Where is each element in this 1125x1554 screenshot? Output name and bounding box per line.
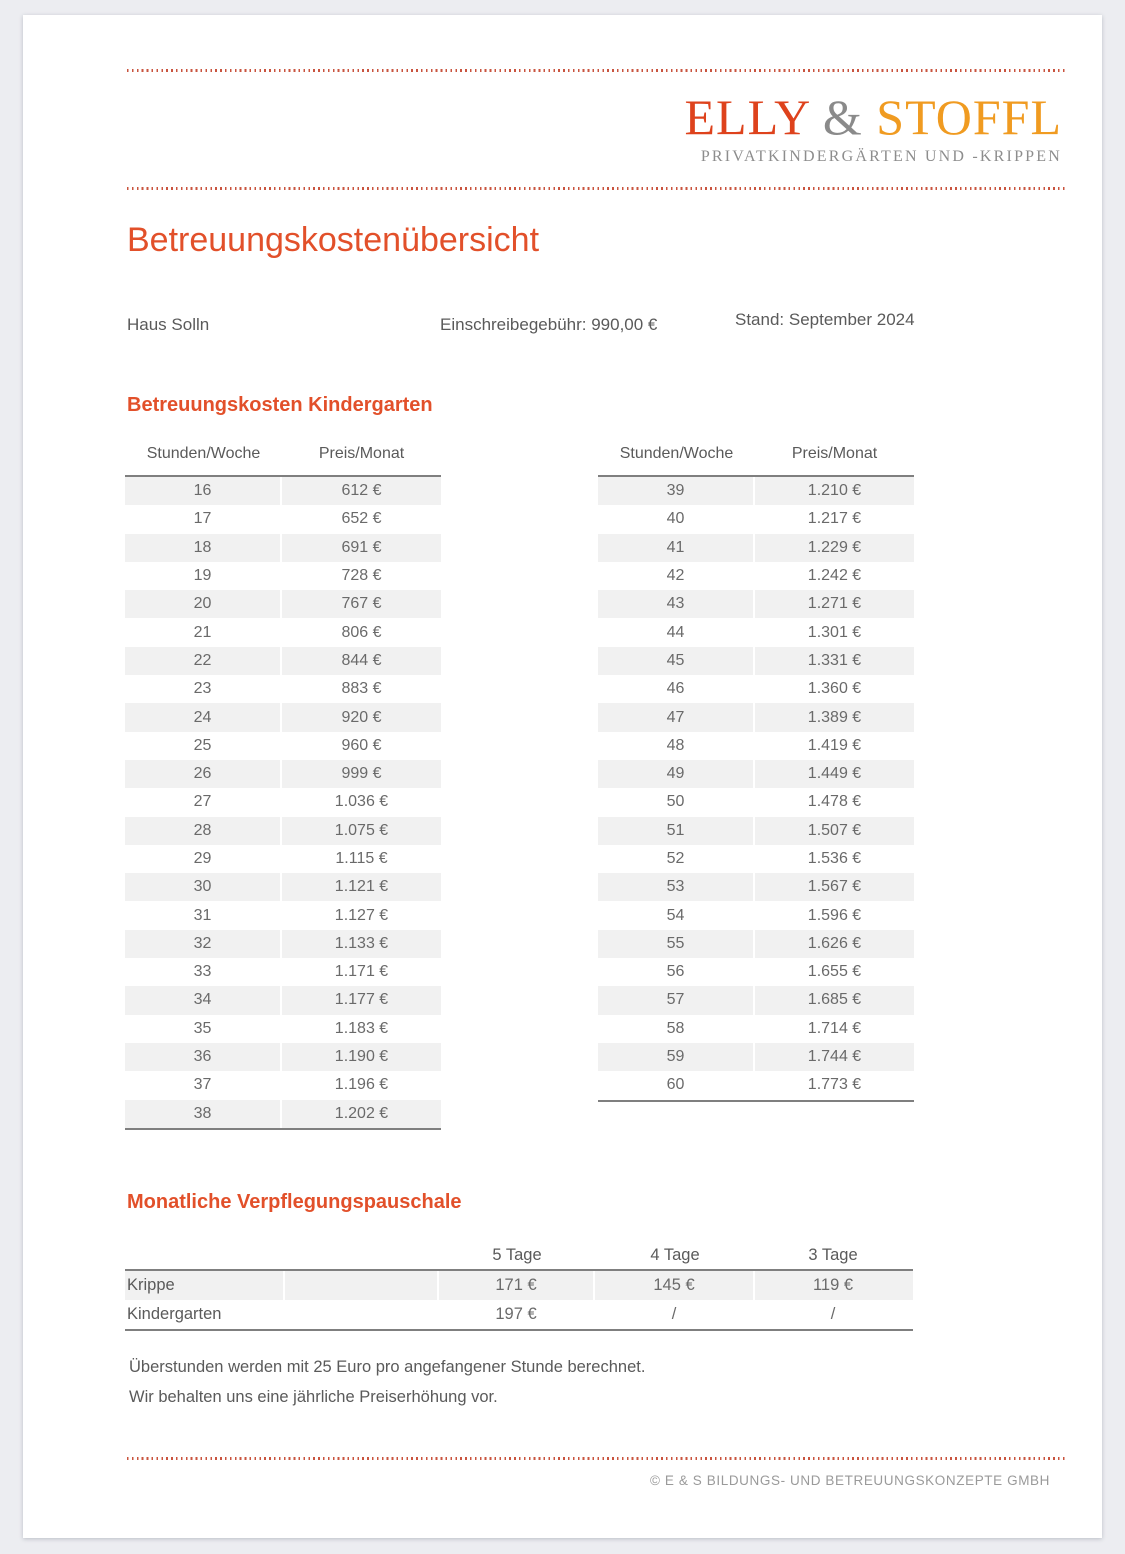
hours-cell: 37	[125, 1071, 282, 1099]
copyright-footer: © E & S BILDUNGS- UND BETREUUNGSKONZEPTE GMBH	[650, 1473, 1050, 1488]
price-table-row	[598, 958, 914, 986]
price-table-row	[598, 845, 914, 873]
price-cell: 999 €	[341, 765, 382, 783]
price-cell: 1.229 €	[807, 538, 862, 556]
price-cell: 1.626 €	[807, 934, 862, 952]
meal-value-5-days: 171 €	[439, 1271, 595, 1300]
price-cell: 1.744 €	[807, 1048, 862, 1066]
price-table-row	[598, 562, 914, 590]
hours-cell: 36	[125, 1043, 282, 1071]
hours-cell: 24	[125, 703, 282, 731]
price-cell: 1.655 €	[807, 963, 862, 981]
price-table-row	[598, 873, 914, 901]
hours-cell: 28	[125, 817, 282, 845]
price-cell: 728 €	[341, 567, 382, 585]
price-cell: 1.036 €	[334, 793, 389, 811]
price-cell: 1.449 €	[807, 765, 862, 783]
price-cell: 612 €	[341, 482, 382, 500]
hours-cell: 45	[598, 647, 755, 675]
hours-cell: 59	[598, 1043, 755, 1071]
hours-cell: 50	[598, 788, 755, 816]
price-table-right	[598, 443, 914, 1102]
hours-cell: 48	[598, 732, 755, 760]
hours-column-header: Stunden/Woche	[619, 445, 734, 462]
price-table-body	[598, 477, 914, 1100]
logo-part-elly: ELLY	[684, 89, 810, 145]
hours-cell: 31	[125, 901, 282, 929]
price-table-row	[598, 647, 914, 675]
meal-header-5-days: 5 Tage	[492, 1245, 542, 1264]
meal-value-3-days: /	[830, 1305, 836, 1323]
price-cell: 1.360 €	[807, 680, 862, 698]
meal-header-empty	[125, 1241, 285, 1269]
price-table-row	[598, 1015, 914, 1043]
price-cell: 1.133 €	[334, 934, 389, 952]
price-cell: 1.301 €	[807, 623, 862, 641]
price-cell: 1.115 €	[335, 850, 388, 867]
hours-cell: 26	[125, 760, 282, 788]
price-cell: 960 €	[341, 736, 382, 754]
price-table-row	[598, 477, 914, 505]
price-table-row	[598, 930, 914, 958]
price-cell: 1.271 €	[807, 595, 862, 613]
price-table-row	[125, 788, 441, 816]
price-cell: 1.127 €	[334, 906, 389, 924]
hours-cell: 35	[125, 1015, 282, 1043]
price-cell: 1.478 €	[807, 793, 862, 811]
hours-cell: 34	[125, 986, 282, 1014]
meal-table-row	[125, 1300, 913, 1329]
price-table-row	[125, 703, 441, 731]
hours-cell: 32	[125, 930, 282, 958]
meal-value-4-days: /	[595, 1300, 755, 1329]
hours-cell: 27	[125, 788, 282, 816]
price-table-row	[598, 703, 914, 731]
hours-cell: 19	[125, 562, 282, 590]
meal-table	[125, 1241, 913, 1331]
house-label: Haus Solln	[127, 315, 210, 334]
price-table-row	[598, 732, 914, 760]
hours-cell: 25	[125, 732, 282, 760]
price-table-row	[125, 986, 441, 1014]
hours-cell: 60	[598, 1071, 755, 1099]
price-cell: 652 €	[341, 510, 382, 528]
price-table-row	[125, 760, 441, 788]
price-cell: 1.714 €	[807, 1019, 862, 1037]
meal-header-4-days: 4 Tage	[650, 1245, 700, 1264]
hours-cell: 55	[598, 930, 755, 958]
meal-header-empty	[285, 1241, 439, 1269]
price-cell: 1.217 €	[807, 510, 862, 528]
hours-cell: 41	[598, 534, 755, 562]
company-logo	[685, 91, 1063, 165]
price-cell: 1.242 €	[807, 567, 862, 585]
price-cell: 1.596 €	[807, 906, 862, 924]
price-table-row	[125, 477, 441, 505]
kindergarten-costs-heading: Betreuungskosten Kindergarten	[127, 394, 433, 416]
price-table-header	[598, 443, 914, 477]
logo-wordmark	[685, 91, 1063, 143]
price-cell: 1.196 €	[334, 1076, 389, 1094]
status-date-label: Stand: September 2024	[735, 310, 915, 329]
price-table-header	[125, 443, 441, 477]
meal-row-spacer	[285, 1271, 439, 1300]
hours-cell: 21	[125, 618, 282, 646]
price-table-row	[598, 1043, 914, 1071]
price-table-row	[125, 930, 441, 958]
price-cell: 1.419 €	[807, 736, 862, 754]
hours-cell: 18	[125, 534, 282, 562]
price-cell: 767 €	[341, 595, 382, 613]
hours-cell: 43	[598, 590, 755, 618]
hours-cell: 51	[598, 817, 755, 845]
page-title: Betreuungskostenübersicht	[127, 221, 540, 259]
price-table-row	[598, 817, 914, 845]
price-table-row	[125, 817, 441, 845]
price-cell: 1.183 €	[334, 1019, 389, 1037]
price-table-row	[598, 505, 914, 533]
meal-row-label: Kindergarten	[125, 1300, 285, 1329]
price-cell: 844 €	[341, 651, 382, 669]
meal-value-5-days: 197 €	[439, 1300, 595, 1329]
price-cell: 1.121 €	[334, 878, 389, 896]
price-cell: 806 €	[341, 623, 382, 641]
price-table-row	[125, 901, 441, 929]
price-cell: 1.177 €	[334, 991, 389, 1009]
price-cell: 1.773 €	[807, 1076, 862, 1094]
price-table-row	[125, 958, 441, 986]
meal-table-body	[125, 1271, 913, 1329]
price-table-row	[125, 1100, 441, 1128]
price-table-row	[598, 534, 914, 562]
meal-row-spacer	[285, 1300, 439, 1329]
price-table-row	[125, 1043, 441, 1071]
price-table-row	[125, 1015, 441, 1043]
hours-cell: 17	[125, 505, 282, 533]
logo-part-stoffl: STOFFL	[876, 89, 1062, 145]
enrollment-fee-label: Einschreibegebühr: 990,00 €	[440, 315, 658, 334]
hours-cell: 47	[598, 703, 755, 731]
meal-allowance-heading: Monatliche Verpflegungspauschale	[127, 1191, 462, 1213]
hours-cell: 42	[598, 562, 755, 590]
price-table-row	[125, 505, 441, 533]
price-table-row	[125, 534, 441, 562]
hours-cell: 49	[598, 760, 755, 788]
meal-row-label: Krippe	[125, 1271, 285, 1300]
hours-cell: 57	[598, 986, 755, 1014]
meal-value-3-days: 119 €	[812, 1276, 854, 1294]
price-cell: 1.190 €	[334, 1048, 389, 1066]
price-cell: 883 €	[341, 680, 382, 698]
hours-cell: 53	[598, 873, 755, 901]
hours-cell: 39	[598, 477, 755, 505]
hours-cell: 29	[125, 845, 282, 873]
logo-tagline: PRIVATKINDERGÄRTEN UND -KRIPPEN	[700, 148, 1062, 165]
price-table-body	[125, 477, 441, 1128]
price-table-row	[598, 590, 914, 618]
price-table-row	[598, 618, 914, 646]
price-column-header: Preis/Monat	[791, 445, 878, 462]
hours-cell: 30	[125, 873, 282, 901]
price-cell: 1.389 €	[807, 708, 862, 726]
price-cell: 1.171 €	[334, 963, 389, 981]
meal-table-header	[125, 1241, 913, 1271]
hours-cell: 52	[598, 845, 755, 873]
price-cell: 1.567 €	[807, 878, 862, 896]
meal-table-row	[125, 1271, 913, 1300]
price-table-row	[125, 618, 441, 646]
hours-cell: 46	[598, 675, 755, 703]
document-page	[23, 15, 1102, 1538]
price-table-row	[598, 788, 914, 816]
price-table-row	[598, 1071, 914, 1099]
price-table-row	[125, 873, 441, 901]
dotted-divider-top	[127, 69, 1067, 72]
hours-cell: 16	[125, 477, 282, 505]
price-table-row	[598, 901, 914, 929]
price-table-row	[598, 760, 914, 788]
hours-cell: 22	[125, 647, 282, 675]
hours-cell: 33	[125, 958, 282, 986]
price-table-row	[125, 590, 441, 618]
price-table-left	[125, 443, 441, 1130]
price-table-row	[125, 732, 441, 760]
dotted-divider-footer	[127, 1457, 1067, 1460]
notes	[129, 1352, 645, 1412]
price-table-row	[598, 675, 914, 703]
price-table-row	[125, 845, 441, 873]
price-table-row	[125, 675, 441, 703]
price-cell: 1.210 €	[807, 482, 862, 500]
price-cell: 1.331 €	[807, 651, 862, 669]
hours-cell: 58	[598, 1015, 755, 1043]
price-cell: 1.202 €	[334, 1104, 389, 1122]
logo-ampersand: &	[822, 89, 863, 145]
price-cell: 1.075 €	[334, 821, 389, 839]
price-cell: 1.685 €	[807, 991, 862, 1009]
dotted-divider-header	[127, 187, 1067, 190]
hours-cell: 56	[598, 958, 755, 986]
meal-value-4-days: 145 €	[595, 1271, 755, 1300]
note-line: Überstunden werden mit 25 Euro pro angefangener Stunde berechnet.	[129, 1358, 646, 1376]
hours-cell: 20	[125, 590, 282, 618]
price-table-row	[125, 647, 441, 675]
hours-cell: 23	[125, 675, 282, 703]
price-table-row	[598, 986, 914, 1014]
price-cell: 1.536 €	[807, 850, 862, 867]
hours-cell: 44	[598, 618, 755, 646]
note-line: Wir behalten uns eine jährliche Preiserhöhung vor.	[129, 1388, 498, 1406]
price-table-row	[125, 562, 441, 590]
price-cell: 920 €	[341, 708, 382, 726]
meal-header-3-days: 3 Tage	[808, 1245, 858, 1264]
price-cell: 691 €	[341, 538, 382, 556]
price-column-header: Preis/Monat	[318, 445, 405, 462]
price-table-row	[125, 1071, 441, 1099]
price-cell: 1.507 €	[807, 821, 862, 839]
hours-cell: 54	[598, 901, 755, 929]
hours-cell: 40	[598, 505, 755, 533]
hours-cell: 38	[125, 1100, 282, 1128]
hours-column-header: Stunden/Woche	[146, 445, 261, 462]
